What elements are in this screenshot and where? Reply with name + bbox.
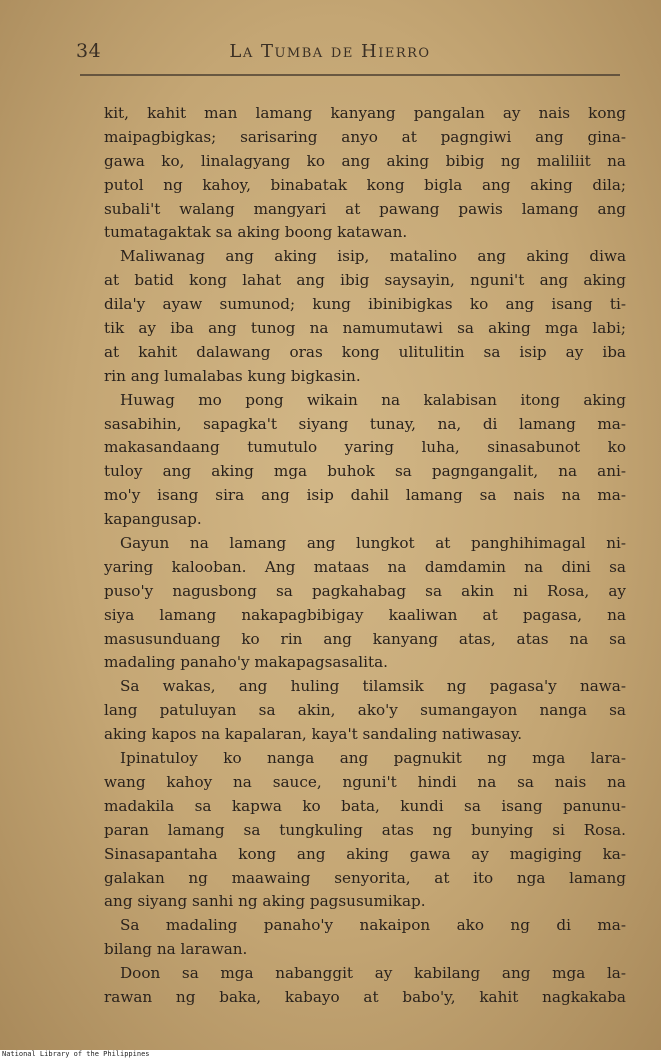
text-line: dila'y ayaw sumunod; kung ibinibigkas ko ang isang ti- [104,295,626,314]
text-line: kapangusap. [104,510,202,529]
text-line: lang patuluyan sa akin, ako'y sumangayon nanga sa [104,701,626,720]
text-line: galakan ng maawaing senyorita, at ito nga lamang [104,868,626,887]
text-line: Sinasapantaha kong ang aking gawa ay magiging ka- [104,844,626,863]
text-line: wang kahoy na sauce, nguni't hindi na sa nais na [104,772,626,791]
text-line: aking kapos na kapalaran, kaya't sandaling natiwasay. [104,725,523,744]
text-line: maipagbigkas; sarisaring anyo at pagngiwi ang gina- [104,127,626,146]
text-line: Huwag mo pong wikain na kalabisan itong aking [120,390,626,409]
header-rule [80,74,620,76]
text-line: rawan ng baka, kabayo at babo'y, kahit nagkakaba [104,987,626,1006]
text-line: siya lamang nakapagbibigay kaaliwan at pagasa, na [104,605,626,624]
text-line: makasandaang tumutulo yaring luha, sinasabunot ko [104,438,626,457]
text-line: kit, kahit man lamang kanyang pangalan ay nais kong [104,104,626,122]
text-line: at kahit dalawang oras kong ulitulitin sa isip ay iba [104,342,626,361]
library-credit: National Library of the Philippines [0,1050,661,1058]
text-line: at batid kong lahat ang ibig saysayin, nguni't ang aking [104,271,626,290]
text-line: tuloy ang aking mga buhok sa pagngangalit, na ani- [104,462,626,481]
page-header [70,38,630,72]
text-line: sasabihin, sapagka't siyang tunay, na, di lamang ma- [104,414,626,433]
text-line: paran lamang sa tungkuling atas ng bunying si Rosa. [104,820,626,839]
text-line: puso'y nagusbong sa pagkahabag sa akin ni Rosa, ay [104,581,626,600]
text-line: Gayun na lamang ang lungkot at panghihimagal ni- [120,534,626,553]
text-line: madakila sa kapwa ko bata, kundi sa isang panunu- [104,796,626,815]
text-line: tumatagaktak sa aking boong katawan. [104,223,408,242]
text-line: Maliwanag ang aking isip, matalino ang aking diwa [120,247,626,266]
text-line: gawa ko, linalagyang ko ang aking bibig ng maliliit na [104,151,626,170]
text-line: Ipinatuloy ko nanga ang pagnukit ng mga lara- [120,749,626,768]
text-line: rin ang lumalabas kung bigkasin. [104,366,361,385]
text-line: Sa madaling panaho'y nakaipon ako ng di ma- [120,916,626,935]
page-number: 34 [76,40,102,62]
text-line: yaring kalooban. Ang mataas na damdamin na dini sa [104,557,626,576]
body-text [104,102,626,1010]
text-line: masusunduang ko rin ang kanyang atas, atas na sa [104,629,626,648]
text-line: ang siyang sanhi ng aking pagsusumikap. [104,892,426,911]
text-line: Doon sa mga nabanggit ay kabilang ang mga la- [120,964,626,983]
text-line: bilang na larawan. [104,940,248,959]
text-line: subali't walang mangyari at pawang pawis lamang ang [104,199,626,218]
text-line: madaling panaho'y makapagsasalita. [104,653,389,672]
text-line: putol ng kahoy, binabatak kong bigla ang aking dila; [104,175,626,194]
running-title: La Tumba de Hierro [229,41,431,62]
text-line: mo'y isang sira ang isip dahil lamang sa nais na ma- [104,486,626,505]
text-line: tik ay iba ang tunog na namumutawi sa aking mga labi; [104,319,626,338]
text-line: Sa wakas, ang huling tilamsik ng pagasa'y nawa- [120,677,626,696]
